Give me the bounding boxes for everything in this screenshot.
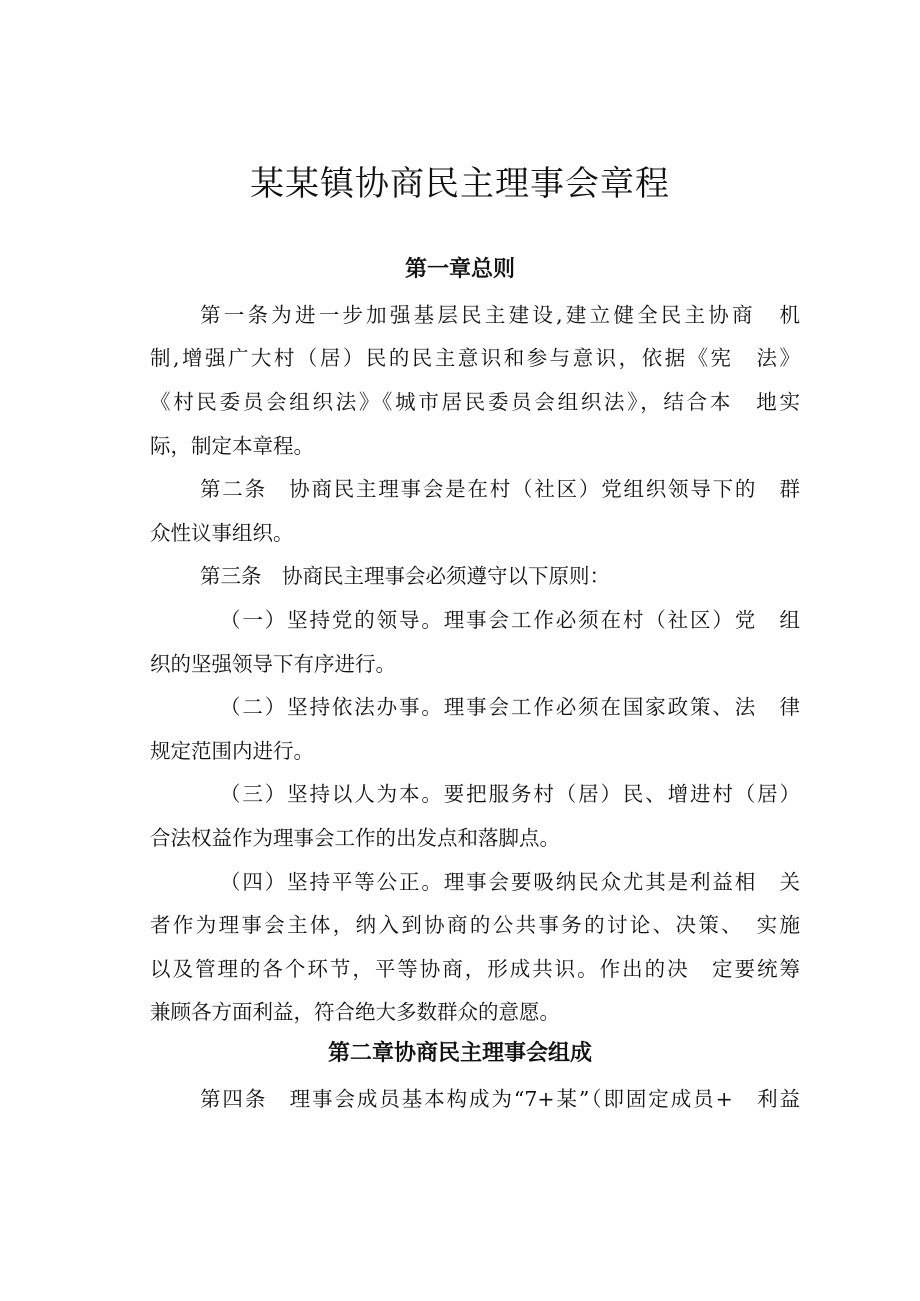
- principle-2-line-1: （二）坚持依法办事。理事会工作必须在国家政策、法 律: [220, 695, 800, 719]
- chapter-heading-2: 第二章协商民主理事会组成: [327, 1041, 592, 1066]
- principle-1-line-1: （一）坚持党的领导。理事会工作必须在村（社区）党 组: [220, 608, 800, 632]
- principle-2-line-2: 规定范围内进行。: [150, 739, 314, 763]
- article-1-line-1: 第一条为进一步加强基层民主建设,建立健全民主协商 机: [200, 303, 800, 327]
- chapter-heading-1: 第一章总则: [404, 257, 515, 282]
- principle-1-line-2: 织的坚强领导下有序进行。: [150, 652, 396, 676]
- principle-3-line-2: 合法权益作为理事会工作的出发点和落脚点。: [150, 826, 560, 850]
- document-title: 某某镇协商民主理事会章程: [250, 164, 670, 204]
- article-3-line-1: 第三条 协商民主理事会必须遵守以下原则：: [200, 564, 610, 588]
- principle-4-line-3: 以及管理的各个环节，平等协商，形成共识。作出的决 定要统筹: [150, 957, 800, 981]
- principle-3-line-1: （三）坚持以人为本。要把服务村（居）民、增进村（居）: [220, 782, 800, 806]
- principle-4-line-4: 兼顾各方面利益，符合绝大多数群众的意愿。: [150, 1000, 560, 1024]
- article-1-line-3: 《村民委员会组织法》《城市居民委员会组织法》，结合本 地实: [150, 390, 800, 414]
- article-4-line-1: 第四条 理事会成员基本构成为“7+某”（即固定成员+ 利益: [200, 1087, 800, 1111]
- article-2-line-1: 第二条 协商民主理事会是在村（社区）党组织领导下的 群: [200, 477, 800, 501]
- article-2-line-2: 众性议事组织。: [150, 521, 294, 545]
- article-1-line-4: 际，制定本章程。: [150, 434, 314, 458]
- principle-4-line-1: （四）坚持平等公正。理事会要吸纳民众尤其是利益相 关: [220, 870, 800, 894]
- principle-4-line-2: 者作为理事会主体，纳入到协商的公共事务的讨论、决策、 实施: [150, 913, 800, 937]
- article-1-line-2: 制,增强广大村（居）民的民主意识和参与意识，依据《宪 法》: [150, 346, 800, 370]
